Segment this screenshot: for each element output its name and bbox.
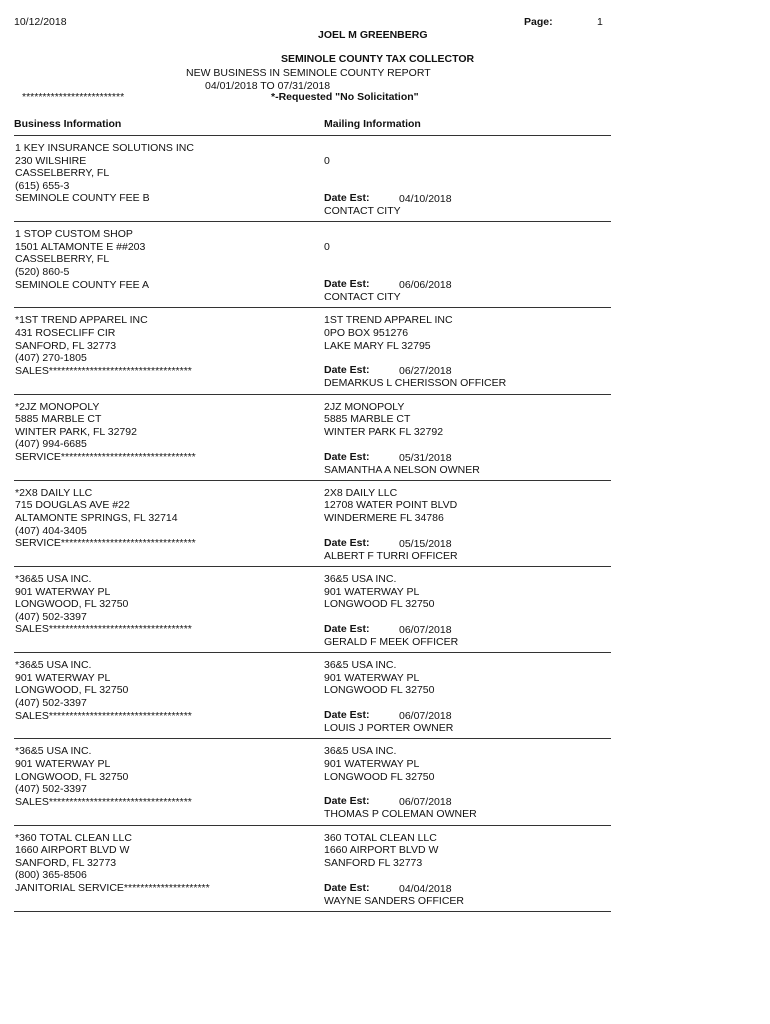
- mailing-line: 1ST TREND APPAREL INC: [324, 314, 453, 327]
- business-line: 230 WILSHIRE: [15, 154, 87, 167]
- business-line: SEMINOLE COUNTY FEE A: [15, 278, 150, 291]
- date-est-value: 04/04/2018: [399, 882, 452, 895]
- business-line: (407) 404-3405: [15, 524, 87, 537]
- business-record: [14, 832, 611, 918]
- date-est-label: Date Est:: [324, 450, 370, 463]
- mailing-line: LONGWOOD FL 32750: [324, 770, 435, 783]
- mailing-line: LAKE MARY FL 32795: [324, 339, 431, 352]
- page-label: Page:: [524, 16, 553, 28]
- business-line: *36&5 USA INC.: [15, 745, 92, 758]
- business-line: (520) 860-5: [15, 265, 70, 278]
- business-line: SALES***********************************: [15, 795, 192, 808]
- business-line: *1ST TREND APPAREL INC: [15, 314, 148, 327]
- business-line: *360 TOTAL CLEAN LLC: [15, 831, 132, 844]
- business-line: (800) 365-8506: [15, 869, 87, 882]
- header-divider: [14, 135, 611, 136]
- record-divider: [14, 911, 611, 912]
- business-record: [14, 401, 611, 487]
- business-record: [14, 745, 611, 831]
- business-line: WINTER PARK, FL 32792: [15, 425, 137, 438]
- business-line: (407) 502-3397: [15, 783, 87, 796]
- business-line: CASSELBERRY, FL: [15, 253, 110, 266]
- record-divider: [14, 394, 611, 395]
- business-line: SALES***********************************: [15, 623, 192, 636]
- column-header-business: Business Information: [14, 118, 122, 130]
- mailing-line: 2X8 DAILY LLC: [324, 486, 398, 499]
- business-record: [14, 142, 611, 228]
- date-est-value: 05/31/2018: [399, 451, 452, 464]
- date-est-value: 06/27/2018: [399, 365, 452, 378]
- date-range: 04/01/2018 TO 07/31/2018: [205, 80, 331, 92]
- mailing-line: 1660 AIRPORT BLVD W: [324, 844, 439, 857]
- business-line: SALES***********************************: [15, 364, 192, 377]
- date-est-label: Date Est:: [324, 278, 370, 291]
- business-line: SERVICE*********************************: [15, 450, 196, 463]
- date-est-value: 06/06/2018: [399, 279, 452, 292]
- business-line: JANITORIAL SERVICE*********************: [15, 881, 210, 894]
- contact-name: THOMAS P COLEMAN OWNER: [324, 808, 477, 821]
- business-line: SANFORD, FL 32773: [15, 856, 117, 869]
- mailing-line: 36&5 USA INC.: [324, 659, 397, 672]
- record-divider: [14, 480, 611, 481]
- business-line: 431 ROSECLIFF CIR: [15, 326, 116, 339]
- mailing-line: 36&5 USA INC.: [324, 573, 397, 585]
- business-line: ALTAMONTE SPRINGS, FL 32714: [15, 511, 178, 524]
- record-divider: [14, 566, 611, 567]
- business-line: (407) 502-3397: [15, 696, 87, 709]
- business-record: [14, 573, 611, 659]
- contact-name: SAMANTHA A NELSON OWNER: [324, 463, 480, 476]
- business-line: 1660 AIRPORT BLVD W: [15, 844, 130, 857]
- record-divider: [14, 652, 611, 653]
- business-line: 1501 ALTAMONTE E ##203: [15, 240, 146, 253]
- agency-name: SEMINOLE COUNTY TAX COLLECTOR: [281, 53, 475, 65]
- contact-name: CONTACT CITY: [324, 205, 401, 217]
- date-est-label: Date Est:: [324, 795, 370, 808]
- date-est-label: Date Est:: [324, 192, 370, 204]
- business-line: SANFORD, FL 32773: [15, 339, 117, 352]
- mailing-line: WINTER PARK FL 32792: [324, 425, 444, 438]
- business-line: (407) 994-6685: [15, 438, 87, 451]
- no-solicitation-legend: *-Requested "No Solicitation": [271, 91, 419, 103]
- business-record: [14, 314, 611, 400]
- mailing-line: 2JZ MONOPOLY: [324, 400, 405, 413]
- mailing-line: SANFORD FL 32773: [324, 856, 423, 869]
- business-line: 901 WATERWAY PL: [15, 671, 111, 684]
- business-line: SEMINOLE COUNTY FEE B: [15, 192, 150, 205]
- report-title: NEW BUSINESS IN SEMINOLE COUNTY REPORT: [186, 67, 431, 79]
- mailing-line: 12708 WATER POINT BLVD: [324, 499, 458, 512]
- business-line: 901 WATERWAY PL: [15, 757, 111, 770]
- contact-name: WAYNE SANDERS OFFICER: [324, 894, 465, 907]
- record-divider: [14, 825, 611, 826]
- business-line: 715 DOUGLAS AVE #22: [15, 499, 130, 512]
- mailing-line: 0: [324, 154, 330, 167]
- date-est-label: Date Est:: [324, 709, 370, 722]
- contact-name: CONTACT CITY: [324, 291, 401, 304]
- business-line: *2JZ MONOPOLY: [15, 400, 100, 413]
- mailing-line: WINDERMERE FL 34786: [324, 511, 444, 524]
- business-record: [14, 659, 611, 745]
- business-line: SALES***********************************: [15, 709, 192, 722]
- business-record: [14, 487, 611, 573]
- business-line: LONGWOOD, FL 32750: [15, 770, 129, 783]
- business-line: *36&5 USA INC.: [15, 659, 92, 672]
- business-line: LONGWOOD, FL 32750: [15, 684, 129, 697]
- column-header-mailing: Mailing Information: [324, 118, 421, 130]
- mailing-line: LONGWOOD FL 32750: [324, 598, 435, 611]
- business-line: *2X8 DAILY LLC: [15, 486, 93, 499]
- mailing-line: 0PO BOX 951276: [324, 326, 409, 339]
- date-est-label: Date Est:: [324, 364, 370, 377]
- date-est-label: Date Est:: [324, 881, 370, 894]
- contact-name: DEMARKUS L CHERISSON OFFICER: [324, 377, 507, 390]
- mailing-line: 901 WATERWAY PL: [324, 585, 420, 598]
- mailing-line: 901 WATERWAY PL: [324, 671, 420, 684]
- mailing-line: LONGWOOD FL 32750: [324, 684, 435, 697]
- business-line: (407) 502-3397: [15, 610, 87, 623]
- date-est-label: Date Est:: [324, 536, 370, 549]
- contact-name: ALBERT F TURRI OFFICER: [324, 549, 458, 562]
- business-line: CASSELBERRY, FL: [15, 167, 110, 180]
- date-est-value: 06/07/2018: [399, 624, 452, 636]
- date-est-value: 06/07/2018: [399, 796, 452, 809]
- business-line: 1 STOP CUSTOM SHOP: [15, 228, 133, 241]
- date-est-value: 05/15/2018: [399, 537, 452, 550]
- business-line: *36&5 USA INC.: [15, 573, 92, 585]
- mailing-line: 0: [324, 240, 330, 253]
- mailing-line: 901 WATERWAY PL: [324, 757, 420, 770]
- record-divider: [14, 307, 611, 308]
- page-number: 1: [597, 16, 603, 28]
- record-divider: [14, 738, 611, 739]
- date-est-value: 06/07/2018: [399, 710, 452, 723]
- date-est-label: Date Est:: [324, 623, 370, 635]
- business-line: 5885 MARBLE CT: [15, 413, 102, 426]
- business-line: LONGWOOD, FL 32750: [15, 598, 129, 611]
- owner-name: JOEL M GREENBERG: [318, 29, 428, 41]
- report-date: 10/12/2018: [14, 16, 67, 28]
- business-line: 901 WATERWAY PL: [15, 585, 111, 598]
- record-divider: [14, 221, 611, 222]
- asterisk-marker: *************************: [22, 91, 125, 103]
- mailing-line: 360 TOTAL CLEAN LLC: [324, 831, 437, 844]
- date-est-value: 04/10/2018: [399, 193, 452, 205]
- business-line: SERVICE*********************************: [15, 537, 196, 550]
- contact-name: LOUIS J PORTER OWNER: [324, 722, 454, 735]
- contact-name: GERALD F MEEK OFFICER: [324, 636, 459, 648]
- business-line: 1 KEY INSURANCE SOLUTIONS INC: [15, 142, 194, 154]
- business-line: (407) 270-1805: [15, 352, 87, 365]
- mailing-line: 5885 MARBLE CT: [324, 413, 411, 426]
- mailing-line: 36&5 USA INC.: [324, 745, 397, 758]
- business-record: [14, 228, 611, 314]
- business-line: (615) 655-3: [15, 179, 70, 192]
